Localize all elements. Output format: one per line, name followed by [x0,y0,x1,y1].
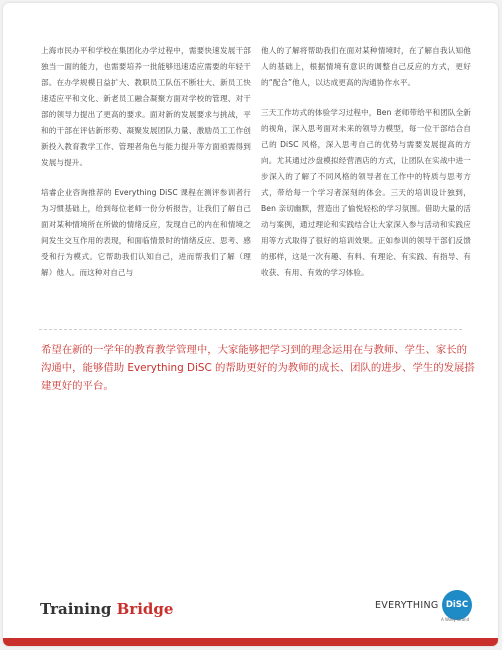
right-paragraph-2: 三天工作坊式的体验学习过程中，Ben 老师带给平和团队全新的视角，深入思考面对未来的领导力模型，每一位干部结合自己的 DiSC 风格，深入思考自己的优势与需要发展提高的方向。尤其通过沙盘模拟经营酒店的方式，让团队在实战中进一步深入的了解了不同风格的领导者在工作中的特质与思考方式，带给每一个学习者深刻的体会。三天的培训设计独到，Ben 亲切幽默，营造出了愉悦轻松的学习氛围。借助大量的活动与案例，通过理论和实践结合让大家深入参与活动和实践应用等方式取得了很好的培训效果。正如参训的领导干部们反馈的那样，这是一次有趣、有料、有理论、有实践、有指导、有收获、有用、有效的学习体验。 [261,108,471,277]
left-paragraph-1: 上海市民办平和学校在集团化办学过程中，需要快速发展干部独当一面的能力，也需要培养一批能够迅速适应需要的年轻干部。在办学规模日益扩大、教职员工队伍不断壮大、新员工快速适应平和文化、新老员工融合凝聚方面对学校的管理、对干部的领导力提出了更高的要求。面对新的发展要求与挑战，平和的干部在评估新形势、凝聚发展团队力量、激励员工工作创新投入教育教学工作、管理者角色与能力提升等方面亟需得到发展与提升。 [41,46,251,167]
left-column [41,43,251,295]
footer-red-bar [3,638,498,646]
disc-badge-icon: DiSC [442,590,472,620]
document-page [3,3,498,646]
everything-disc-logo [375,590,495,624]
left-paragraph-2: 培睿企业咨询推荐的 Everything DiSC 课程在测评参训者行为习惯基础上，给到每位老师一份分析报告，让我们了解自己面对某种情境所在所做的情绪反应，发现自己的内在和情境之间发生交互作用的表现，和面临情景时的情绪反应、思考、感受和行为模式。它帮助我们认知自己，进而帮我们了解（理解）他人。而这种对自己与 [41,188,251,277]
dashed-divider [39,329,462,330]
wiley-brand-label: A Wiley Brand [441,617,470,622]
right-paragraph-1: 他人的了解将帮助我们在面对某种情境时，在了解自我认知他人的基础上，根据情境有意识的调整自己反应的方式，更好的“配合”他人，以达成更高的沟通协作水平。 [261,46,471,87]
training-bridge-logo [40,600,173,618]
highlight-quote: 希望在新的一学年的教育教学管理中，大家能够把学习到的理念运用在与教师、学生、家长的沟通中，能够借助 Everything DiSC 的帮助更好的为教师的成长、团队的进步、学生的发展搭建更好的平台。 [41,344,475,392]
logo-word-training: Training [40,600,117,618]
logo-word-bridge: Bridge [116,600,174,618]
logo-word-everything: EVERYTHING [375,600,439,611]
right-column [261,43,471,295]
